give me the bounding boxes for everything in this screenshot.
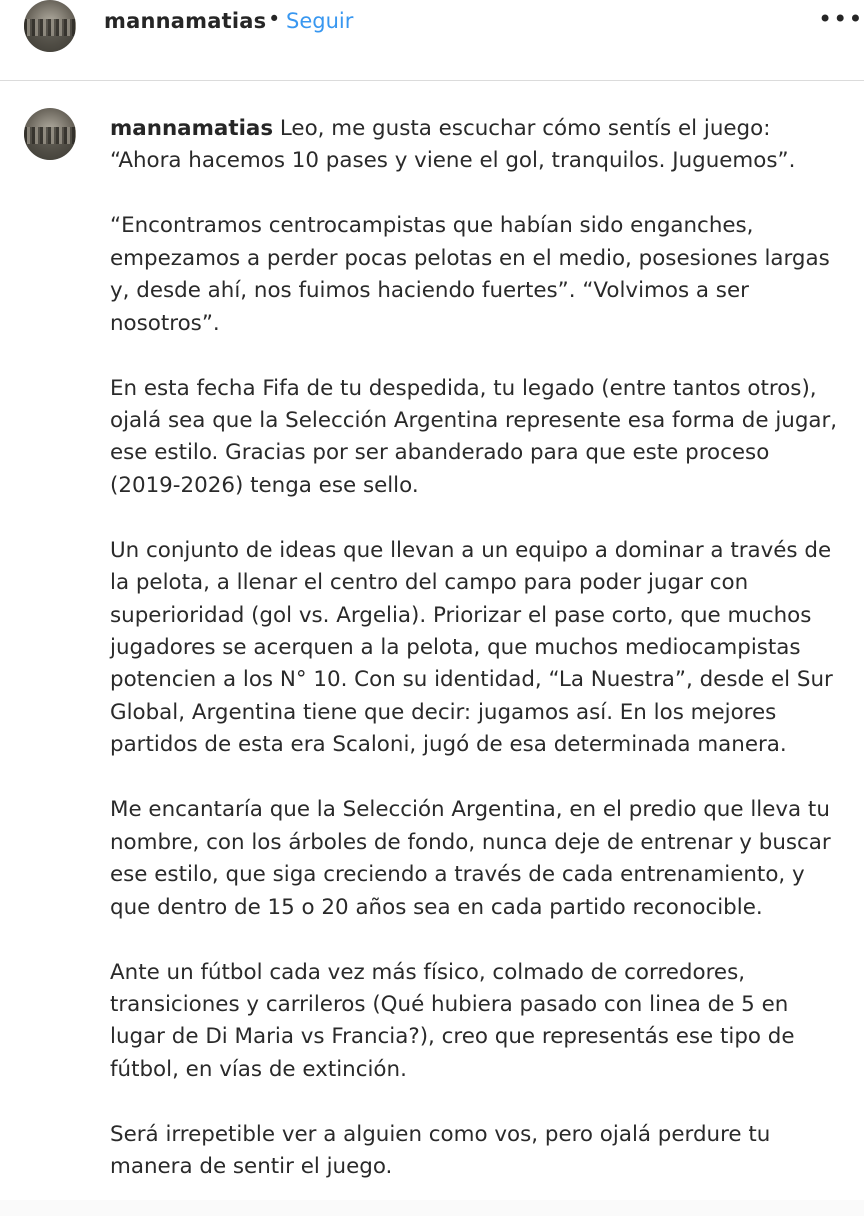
caption-paragraph (110, 113, 840, 178)
caption-paragraph-text: Leo, me gusta escuchar cómo sentís el juego: “Ahora hacemos 10 pases y viene el gol, tranquilos. Juguemos”. (110, 116, 796, 174)
more-options-icon[interactable]: ••• (818, 5, 864, 33)
caption-paragraph: Un conjunto de ideas que llevan a un equipo a dominar a través de la pelota, a llenar el centro del campo para poder jugar con superioridad (gol vs. Argelia). Priorizar el pase corto, que muchos jugadores se acerquen a la pelota, que muchos mediocampistas potencien a los N° 10. Con su identidad, “La Nuestra”, desde el Sur Global, Argentina tiene que decir: jugamos así. En los mejores partidos de esta era Scaloni, jugó de esa determinada manera. (110, 537, 833, 758)
caption-text (110, 113, 840, 1216)
profile-avatar[interactable] (24, 0, 76, 52)
comment-username[interactable]: mannamatias (110, 116, 274, 141)
caption-paragraph: Me encantaría que la Selección Argentina, en el predio que lleva tu nombre, con los árboles de fondo, nunca deje de entrenar y buscar ese estilo, que siga creciendo a través de cada entrenamiento, y que dentro de 15 o 20 años sea en cada partido reconocible. (110, 797, 831, 920)
caption-paragraph: En esta fecha Fifa de tu despedida, tu legado (entre tantos otros), ojalá sea que la Selección Argentina represente esa forma de jugar, ese estilo. Gracias por ser abanderado para que este proceso (2019-2026) tenga ese sello. (110, 375, 838, 498)
caption-paragraph: “Encontramos centrocampistas que habían sido enganches, empezamos a perder pocas pelotas en el medio, posesiones largas y, desde ahí, nos fuimos haciendo fuertes”. “Volvimos a ser nosotros”. (110, 213, 830, 336)
post-header (0, 0, 864, 81)
header-username[interactable]: mannamatias (104, 9, 267, 33)
comment-avatar[interactable] (24, 108, 76, 160)
caption-paragraph: Ante un fútbol cada vez más físico, colmado de corredores, transiciones y carrileros (Qué hubiera pasado con linea de 5 en lugar de Di Maria vs Francia?), creo que representás ese tipo de fútbol, en vías de extinción. (110, 959, 795, 1082)
caption-comment (0, 81, 864, 1200)
separator-dot: • (268, 7, 281, 31)
follow-button[interactable]: Seguir (286, 9, 354, 33)
caption-paragraph: Será irrepetible ver a alguien como vos, pero ojalá perdure tu manera de sentir el juego. (110, 1121, 771, 1180)
